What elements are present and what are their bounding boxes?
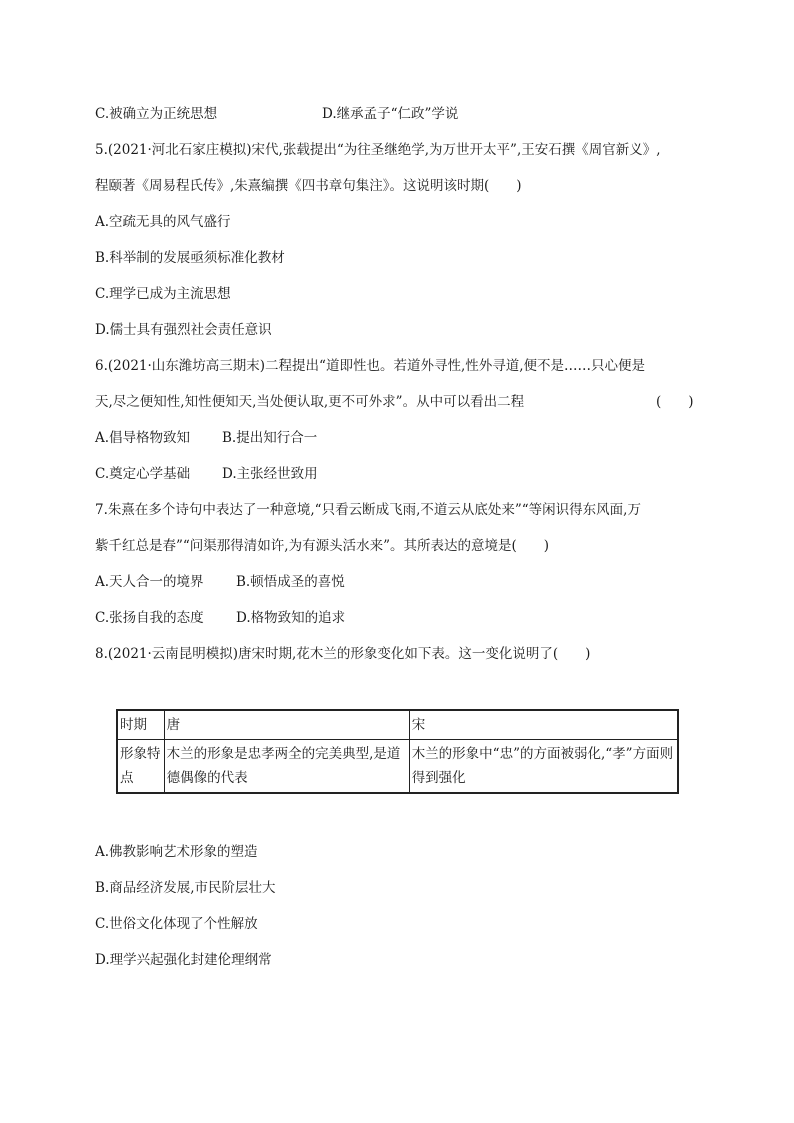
q8-comparison-table: [116, 709, 679, 794]
q7-option-b: B.顿悟成圣的喜悦: [236, 574, 345, 590]
q7-stem-line1: 7.朱熹在多个诗句中表达了一种意境,“只看云断成飞雨,不道云从底处来”“等闲识得东风面,万: [95, 502, 641, 518]
q6-answer-paren: ( ): [656, 394, 694, 410]
q7-option-d: D.格物致知的追求: [236, 610, 346, 626]
q5-option-c: C.理学已成为主流思想: [95, 286, 231, 302]
q4-option-d: D.继承孟子“仁政”学说: [322, 106, 459, 122]
q7-option-a: A.天人合一的境界: [95, 574, 204, 590]
table-row: [117, 740, 678, 794]
q8-option-d: D.理学兴起强化封建伦理纲常: [95, 952, 272, 968]
table-header-song: 宋: [409, 710, 678, 740]
q5-option-b: B.科举制的发展亟须标准化教材: [95, 250, 285, 266]
q8-option-b: B.商品经济发展,市民阶层壮大: [95, 880, 276, 896]
table-cell-song: 木兰的形象中“忠”的方面被弱化,“孝”方面则得到强化: [409, 740, 678, 794]
q5-stem-line2: 程颐著《周易程氏传》,朱熹编撰《四书章句集注》。这说明该时期( ): [95, 178, 522, 194]
q5-stem-line1: 5.(2021·河北石家庄模拟)宋代,张载提出“为往圣继绝学,为万世开太平”,王安石撰《周官新义》,: [95, 142, 661, 158]
table-cell-tang: 木兰的形象是忠孝两全的完美典型,是道德偶像的代表: [164, 740, 409, 794]
q6-option-b: B.提出知行合一: [222, 430, 318, 446]
q7-option-c: C.张扬自我的态度: [95, 610, 204, 626]
q6-stem-line2: 天,尽之便知性,知性便知天,当处便认取,更不可外求”。从中可以看出二程: [95, 394, 525, 410]
q6-option-d: D.主张经世致用: [222, 466, 318, 482]
q4-option-c: C.被确立为正统思想: [95, 106, 218, 122]
q6-option-c: C.奠定心学基础: [95, 466, 191, 482]
q6-stem-line1: 6.(2021·山东潍坊高三期末)二程提出“道即性也。若道外寻性,性外寻道,便不是……只心便是: [95, 358, 646, 374]
table-header-row: [117, 710, 678, 740]
q7-stem-line2: 紫千红总是春”“问渠那得清如许,为有源头活水来”。其所表达的意境是( ): [95, 538, 550, 554]
table-row-label: 形象特点: [117, 740, 164, 794]
table-header-tang: 唐: [164, 710, 409, 740]
q5-option-a: A.空疏无具的风气盛行: [95, 214, 231, 230]
q8-option-a: A.佛教影响艺术形象的塑造: [95, 844, 258, 860]
q5-option-d: D.儒士具有强烈社会责任意识: [95, 322, 272, 338]
table-header-period: 时期: [117, 710, 164, 740]
q6-option-a: A.倡导格物致知: [95, 430, 191, 446]
q8-option-c: C.世俗文化体现了个性解放: [95, 916, 258, 932]
q8-stem-line1: 8.(2021·云南昆明模拟)唐宋时期,花木兰的形象变化如下表。这一变化说明了( ): [95, 646, 591, 662]
